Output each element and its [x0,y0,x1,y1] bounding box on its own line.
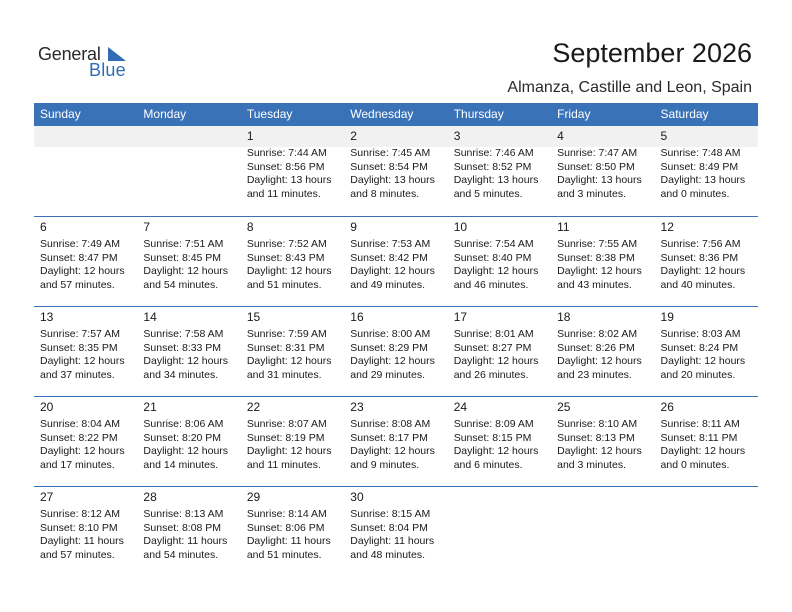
day-sunrise: Sunrise: 8:01 AM [453,328,534,340]
day-daylight1: Daylight: 12 hours [557,445,642,457]
day-number: 20 [40,400,54,414]
day-sunrise: Sunrise: 7:48 AM [660,147,741,159]
day-daylight2: and 3 minutes. [557,187,626,200]
day-number: 5 [655,126,758,147]
day-daylight2: and 40 minutes. [660,278,736,291]
day-daylight1: Daylight: 13 hours [453,174,539,186]
day-sunset: Sunset: 8:50 PM [557,160,635,173]
day-daylight1: Daylight: 11 hours [40,535,124,547]
week-row [34,396,758,486]
day-sunrise: Sunrise: 8:08 AM [350,418,431,430]
day-sunrise: Sunrise: 8:15 AM [350,508,431,520]
day-number: 10 [453,220,468,234]
day-number: 4 [551,126,654,147]
day-daylight1: Daylight: 11 hours [350,535,435,547]
day-daylight1: Daylight: 13 hours [557,174,642,186]
location-subtitle: Almanza, Castille and Leon, Spain [507,79,752,96]
day-daylight1: Daylight: 12 hours [557,355,642,367]
day-cell [344,487,447,576]
day-daylight2: and 11 minutes. [246,187,321,200]
day-sunset: Sunset: 8:31 PM [246,341,325,354]
day-daylight1: Daylight: 12 hours [453,355,539,367]
day-sunset: Sunset: 8:45 PM [143,251,222,264]
day-number: 13 [40,310,54,324]
day-number: 21 [143,400,157,414]
day-sunrise: Sunrise: 7:47 AM [557,147,638,159]
weekday-header [34,103,758,126]
day-sunset: Sunset: 8:17 PM [350,431,428,444]
day-sunrise: Sunrise: 8:10 AM [557,418,638,430]
day-daylight2: and 51 minutes. [246,548,322,561]
day-number: 22 [246,400,261,414]
day-daylight1: Daylight: 12 hours [350,445,435,457]
day-daylight1: Daylight: 11 hours [143,535,228,547]
day-sunset: Sunset: 8:08 PM [143,521,222,534]
day-sunset: Sunset: 8:10 PM [40,521,118,534]
day-sunrise: Sunrise: 8:04 AM [40,418,120,430]
day-cell [344,126,447,216]
day-cell [241,126,344,216]
day-sunset: Sunset: 8:06 PM [246,521,325,534]
day-cell [655,217,758,306]
day-number: 8 [246,220,254,234]
day-daylight2: and 20 minutes. [660,368,736,381]
day-daylight2: and 57 minutes. [40,548,115,561]
day-daylight1: Daylight: 12 hours [660,265,746,277]
day-daylight1: Daylight: 11 hours [246,535,331,547]
day-sunrise: Sunrise: 7:54 AM [453,238,534,250]
day-sunrise: Sunrise: 8:02 AM [557,328,638,340]
day-sunset: Sunset: 8:15 PM [453,431,532,444]
day-cell [448,217,551,306]
empty-day-cell [448,487,551,576]
day-daylight1: Daylight: 12 hours [246,265,332,277]
day-daylight2: and 57 minutes. [40,278,115,291]
empty-day-cell [655,487,758,576]
day-number: 24 [453,400,468,414]
day-number: 6 [40,220,47,234]
day-sunrise: Sunrise: 8:12 AM [40,508,120,520]
day-sunset: Sunset: 8:47 PM [40,251,118,264]
day-cell [655,307,758,396]
day-sunset: Sunset: 8:38 PM [557,251,635,264]
day-cell [241,487,344,576]
day-sunset: Sunset: 8:20 PM [143,431,222,444]
day-sunset: Sunset: 8:54 PM [350,160,428,173]
day-daylight1: Daylight: 12 hours [40,265,125,277]
day-daylight1: Daylight: 13 hours [660,174,746,186]
day-cell [34,307,137,396]
day-daylight2: and 5 minutes. [453,187,523,200]
day-sunset: Sunset: 8:24 PM [660,341,739,354]
empty-day-cell [137,126,240,216]
day-number: 2 [344,126,447,147]
day-daylight2: and 31 minutes. [246,368,322,381]
day-sunset: Sunset: 8:56 PM [246,160,325,173]
empty-day-cell [551,487,654,576]
day-sunset: Sunset: 8:19 PM [246,431,325,444]
day-daylight2: and 0 minutes. [660,458,730,471]
day-number: 23 [350,400,364,414]
day-daylight1: Daylight: 13 hours [350,174,435,186]
day-daylight1: Daylight: 12 hours [143,445,229,457]
logo-blue-text: Blue [89,60,126,80]
weekday-thursday: Thursday [453,107,504,121]
day-number: 19 [660,310,674,324]
day-daylight1: Daylight: 12 hours [350,355,435,367]
day-sunrise: Sunrise: 7:51 AM [143,238,224,250]
day-daylight2: and 8 minutes. [350,187,420,200]
day-daylight2: and 14 minutes. [143,458,219,471]
day-daylight2: and 23 minutes. [557,368,632,381]
day-sunrise: Sunrise: 7:44 AM [246,147,327,159]
day-cell [448,397,551,486]
calendar [34,103,758,576]
day-sunrise: Sunrise: 8:07 AM [246,418,327,430]
day-daylight1: Daylight: 12 hours [350,265,435,277]
day-sunrise: Sunrise: 8:13 AM [143,508,224,520]
day-daylight2: and 51 minutes. [246,278,322,291]
day-sunrise: Sunrise: 7:58 AM [143,328,224,340]
day-cell [137,217,240,306]
day-daylight2: and 49 minutes. [350,278,425,291]
day-daylight1: Daylight: 12 hours [143,265,229,277]
weekday-wednesday: Wednesday [350,107,414,121]
day-daylight1: Daylight: 12 hours [660,445,746,457]
day-number: 1 [241,126,344,147]
day-sunset: Sunset: 8:04 PM [350,521,428,534]
day-daylight2: and 3 minutes. [557,458,626,471]
day-cell [137,397,240,486]
day-daylight2: and 37 minutes. [40,368,115,381]
day-cell [34,397,137,486]
week-row [34,306,758,396]
day-cell [551,217,654,306]
week-row [34,126,758,216]
day-cell [241,397,344,486]
day-sunset: Sunset: 8:49 PM [660,160,739,173]
day-sunrise: Sunrise: 7:46 AM [453,147,534,159]
day-number: 3 [448,126,551,147]
day-number: 14 [143,310,157,324]
day-sunrise: Sunrise: 7:45 AM [350,147,431,159]
day-sunset: Sunset: 8:22 PM [40,431,118,444]
day-daylight2: and 11 minutes. [246,458,321,471]
calendar-weeks [34,126,758,576]
day-number: 28 [143,490,157,504]
day-cell [551,307,654,396]
day-cell [551,397,654,486]
day-sunrise: Sunrise: 8:14 AM [246,508,327,520]
day-cell [655,397,758,486]
day-cell [137,307,240,396]
day-number: 15 [246,310,261,324]
day-sunrise: Sunrise: 8:11 AM [660,418,740,430]
day-sunrise: Sunrise: 8:09 AM [453,418,534,430]
day-sunrise: Sunrise: 8:06 AM [143,418,224,430]
day-sunset: Sunset: 8:11 PM [660,431,738,444]
day-sunrise: Sunrise: 8:00 AM [350,328,431,340]
page-title: September 2026 [552,38,752,68]
empty-day-cell [34,126,137,216]
empty-day-band [448,487,551,508]
day-cell [34,487,137,576]
day-daylight2: and 6 minutes. [453,458,523,471]
day-sunset: Sunset: 8:40 PM [453,251,532,264]
day-number: 17 [453,310,468,324]
day-cell [137,487,240,576]
day-daylight2: and 54 minutes. [143,278,219,291]
day-daylight2: and 48 minutes. [350,548,425,561]
day-number: 12 [660,220,674,234]
logo [38,44,138,80]
empty-day-band [551,487,654,508]
day-daylight1: Daylight: 12 hours [453,265,539,277]
day-number: 18 [557,310,571,324]
empty-day-band [655,487,758,508]
empty-day-band [34,126,137,147]
day-cell [34,217,137,306]
day-number: 25 [557,400,571,414]
day-sunrise: Sunrise: 7:55 AM [557,238,638,250]
empty-day-band [137,126,240,147]
logo-triangle-icon [108,47,126,61]
day-daylight1: Daylight: 12 hours [660,355,746,367]
day-cell [448,126,551,216]
day-daylight1: Daylight: 12 hours [40,445,125,457]
day-sunrise: Sunrise: 8:03 AM [660,328,741,340]
day-daylight2: and 9 minutes. [350,458,420,471]
day-daylight1: Daylight: 12 hours [40,355,125,367]
week-row [34,486,758,576]
day-sunset: Sunset: 8:35 PM [40,341,118,354]
day-daylight1: Daylight: 12 hours [143,355,229,367]
week-row [34,216,758,306]
day-daylight1: Daylight: 12 hours [246,355,332,367]
day-sunrise: Sunrise: 7:56 AM [660,238,741,250]
day-sunrise: Sunrise: 7:49 AM [40,238,120,250]
day-daylight2: and 17 minutes. [40,458,115,471]
day-sunset: Sunset: 8:13 PM [557,431,635,444]
weekday-sunday: Sunday [40,107,81,121]
day-daylight2: and 26 minutes. [453,368,529,381]
day-daylight1: Daylight: 12 hours [453,445,539,457]
weekday-saturday: Saturday [660,107,709,121]
day-daylight2: and 0 minutes. [660,187,730,200]
day-daylight2: and 54 minutes. [143,548,219,561]
day-sunset: Sunset: 8:42 PM [350,251,428,264]
day-sunset: Sunset: 8:33 PM [143,341,222,354]
day-number: 27 [40,490,54,504]
day-daylight2: and 34 minutes. [143,368,219,381]
weekday-friday: Friday [557,107,591,121]
day-daylight2: and 46 minutes. [453,278,529,291]
weekday-tuesday: Tuesday [246,107,293,121]
day-cell [344,307,447,396]
day-daylight2: and 43 minutes. [557,278,632,291]
day-cell [551,126,654,216]
day-sunrise: Sunrise: 7:52 AM [246,238,327,250]
day-cell [241,307,344,396]
day-number: 29 [246,490,261,504]
day-sunrise: Sunrise: 7:59 AM [246,328,327,340]
day-number: 7 [143,220,151,234]
day-number: 16 [350,310,364,324]
day-sunset: Sunset: 8:29 PM [350,341,428,354]
day-daylight1: Daylight: 13 hours [246,174,332,186]
day-number: 9 [350,220,357,234]
logo-general-text: General [38,44,101,64]
day-sunset: Sunset: 8:52 PM [453,160,532,173]
weekday-monday: Monday [143,107,187,121]
day-cell [448,307,551,396]
day-number: 26 [660,400,674,414]
day-sunrise: Sunrise: 7:53 AM [350,238,431,250]
day-cell [344,217,447,306]
day-daylight2: and 29 minutes. [350,368,425,381]
day-cell [655,126,758,216]
day-cell [241,217,344,306]
day-sunset: Sunset: 8:26 PM [557,341,635,354]
day-daylight1: Daylight: 12 hours [246,445,332,457]
day-sunset: Sunset: 8:36 PM [660,251,739,264]
day-daylight1: Daylight: 12 hours [557,265,642,277]
day-number: 30 [350,490,364,504]
day-cell [344,397,447,486]
day-sunset: Sunset: 8:43 PM [246,251,325,264]
day-sunrise: Sunrise: 7:57 AM [40,328,120,340]
day-number: 11 [557,220,570,234]
day-sunset: Sunset: 8:27 PM [453,341,532,354]
